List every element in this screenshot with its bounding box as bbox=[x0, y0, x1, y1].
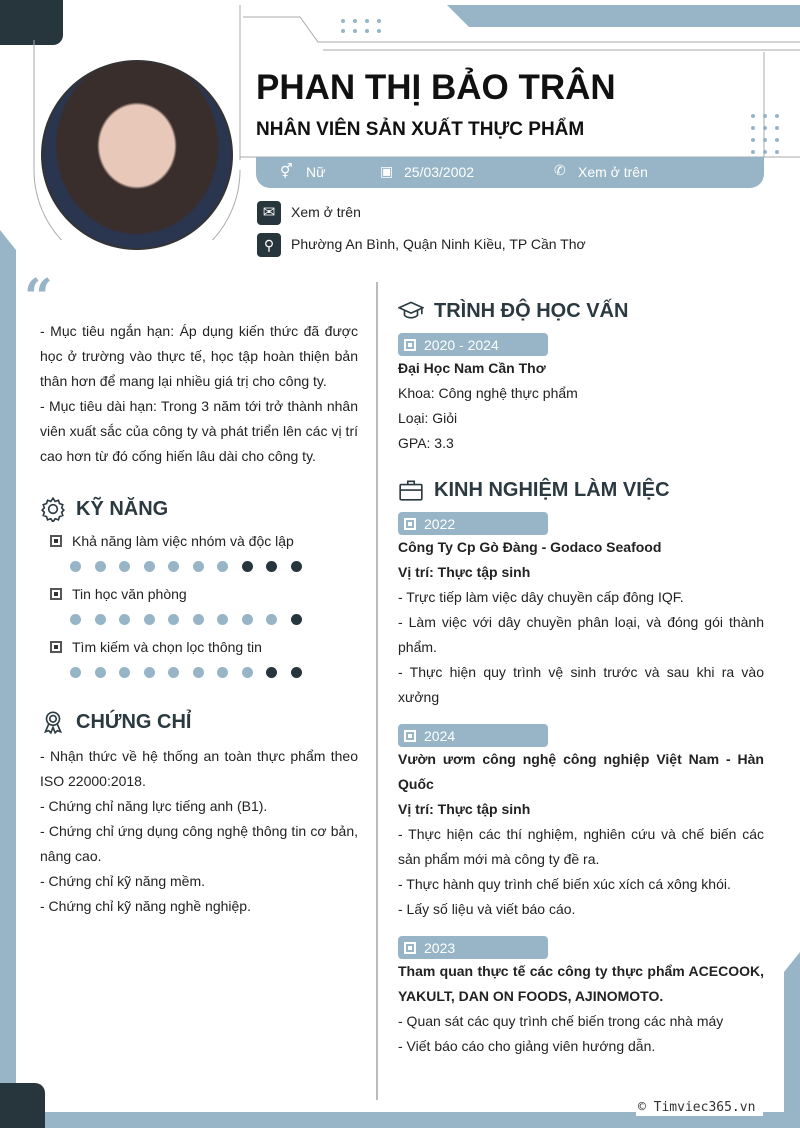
skills-title: KỸ NĂNG bbox=[76, 497, 169, 520]
skill-item bbox=[50, 531, 358, 572]
watermark: © Timviec365.vn bbox=[636, 1100, 763, 1116]
company-name: Tham quan thực tế các công ty thực phẩm ACECOOK, YAKULT, DAN ON FOODS, AJINOMOTO. bbox=[398, 963, 764, 1004]
company-name: Vườn ươm công nghệ công nghiệp Việt Nam - Hàn Quốc bbox=[398, 751, 764, 792]
bullet-icon bbox=[404, 339, 416, 351]
skill-dot bbox=[70, 561, 81, 572]
education-heading bbox=[398, 297, 764, 325]
skill-dot bbox=[242, 614, 253, 625]
objective bbox=[40, 319, 358, 469]
skill-item bbox=[50, 584, 358, 625]
bullet-icon bbox=[50, 641, 62, 653]
certificate-item: - Chứng chỉ ứng dụng công nghệ thông tin cơ bản, nâng cao. bbox=[40, 823, 358, 864]
skill-dot bbox=[193, 667, 204, 678]
duty: - Lấy số liệu và viết báo cáo. bbox=[398, 901, 576, 917]
experience-item bbox=[398, 535, 764, 710]
award-icon bbox=[40, 709, 66, 735]
objective-line: - Mục tiêu dài hạn: Trong 3 năm tới trở thành nhân viên xuất sắc của công ty và phát triển lên các vị trí cao hơn từ đó cống hiến lâu dài cho công ty. bbox=[40, 398, 358, 464]
skill-dot bbox=[217, 667, 228, 678]
left-column bbox=[40, 319, 358, 919]
skill-dot bbox=[217, 561, 228, 572]
experience-heading bbox=[398, 476, 764, 504]
certificate-item: - Chứng chỉ kỹ năng nghề nghiệp. bbox=[40, 898, 251, 914]
skill-label: Khả năng làm việc nhóm và độc lập bbox=[72, 533, 294, 549]
position: Vị trí: Thực tập sinh bbox=[398, 801, 531, 817]
skill-dot bbox=[95, 614, 106, 625]
skill-dot bbox=[291, 561, 302, 572]
education-details bbox=[398, 356, 764, 456]
skill-dot bbox=[193, 614, 204, 625]
skill-dot bbox=[144, 561, 155, 572]
skill-dot bbox=[217, 614, 228, 625]
candidate-name: PHAN THỊ BẢO TRÂN bbox=[256, 68, 616, 107]
certificate-item: - Chứng chỉ năng lực tiếng anh (B1). bbox=[40, 798, 268, 814]
email: Xem ở trên bbox=[291, 204, 361, 220]
gear-icon bbox=[40, 496, 66, 522]
calendar-icon: ▣ bbox=[380, 163, 394, 179]
bullet-icon bbox=[404, 518, 416, 530]
phone: Xem ở trên bbox=[578, 164, 648, 180]
company-name: Công Ty Cp Gò Đàng - Godaco Seafood bbox=[398, 539, 662, 555]
right-column bbox=[398, 297, 764, 1059]
certificate-item: - Nhận thức về hệ thống an toàn thực phẩm theo ISO 22000:2018. bbox=[40, 748, 358, 789]
education-title: TRÌNH ĐỘ HỌC VẤN bbox=[434, 299, 629, 322]
experience-title: KINH NGHIỆM LÀM VIỆC bbox=[434, 478, 670, 501]
phone-icon: ✆ bbox=[554, 162, 566, 178]
certificates-heading bbox=[40, 708, 358, 736]
skill-dot bbox=[70, 667, 81, 678]
year-text: 2022 bbox=[424, 515, 456, 532]
skill-dot bbox=[266, 614, 277, 625]
avatar bbox=[41, 60, 233, 250]
duty: - Trực tiếp làm việc dây chuyền cấp đông IQF. bbox=[398, 589, 684, 605]
position: Vị trí: Thực tập sinh bbox=[398, 564, 531, 580]
education-line: Khoa: Công nghệ thực phẩm bbox=[398, 385, 578, 401]
certificates-title: CHỨNG CHỈ bbox=[76, 710, 192, 733]
duty: - Viết báo cáo cho giảng viên hướng dẫn. bbox=[398, 1038, 656, 1054]
info-bar bbox=[256, 157, 764, 188]
experience-year bbox=[398, 724, 548, 747]
skill-dot bbox=[242, 667, 253, 678]
skills-heading bbox=[40, 495, 358, 523]
skill-dot bbox=[291, 614, 302, 625]
skill-dot bbox=[242, 561, 253, 572]
skill-rating bbox=[70, 667, 358, 678]
skill-dot bbox=[95, 667, 106, 678]
location-icon: ⚲ bbox=[257, 233, 281, 257]
birthday: 25/03/2002 bbox=[404, 164, 475, 180]
skill-dot bbox=[168, 561, 179, 572]
skill-dot bbox=[266, 667, 277, 678]
skill-dot bbox=[119, 614, 130, 625]
skill-dot bbox=[144, 614, 155, 625]
dots-decoration bbox=[337, 14, 387, 34]
skill-rating bbox=[70, 614, 358, 625]
gender: Nữ bbox=[306, 164, 326, 180]
experience-item bbox=[398, 747, 764, 922]
duty: - Thực hiện các thí nghiệm, nghiên cứu và chế biến các sản phẩm mới mà công ty đề ra. bbox=[398, 826, 764, 867]
skill-label: Tin học văn phòng bbox=[72, 586, 187, 602]
experience-item bbox=[398, 959, 764, 1059]
job-title: NHÂN VIÊN SẢN XUẤT THỰC PHẨM bbox=[256, 119, 585, 140]
bullet-icon bbox=[404, 942, 416, 954]
briefcase-icon bbox=[398, 477, 424, 503]
address: Phường An Bình, Quận Ninh Kiều, TP Cần Thơ bbox=[291, 236, 586, 252]
dots-decoration bbox=[747, 108, 797, 156]
column-divider bbox=[376, 282, 378, 1100]
graduation-cap-icon bbox=[398, 298, 424, 324]
objective-line: - Mục tiêu ngắn hạn: Áp dụng kiến thức đã được học ở trường vào thực tế, học tập hoàn thiện bản thân hơn để mang lại nhiều giá trị cho công ty. bbox=[40, 323, 358, 389]
certificate-item: - Chứng chỉ kỹ năng mềm. bbox=[40, 873, 205, 889]
bullet-icon bbox=[50, 588, 62, 600]
period-text: 2020 - 2024 bbox=[424, 336, 499, 353]
left-strip bbox=[0, 230, 16, 1128]
skill-dot bbox=[70, 614, 81, 625]
skill-dot bbox=[266, 561, 277, 572]
skill-dot bbox=[95, 561, 106, 572]
duty: - Làm việc với dây chuyền phân loại, và đóng gói thành phẩm. bbox=[398, 614, 764, 655]
education-line: GPA: 3.3 bbox=[398, 435, 454, 451]
bullet-icon bbox=[50, 535, 62, 547]
duty: - Quan sát các quy trình chế biến trong các nhà máy bbox=[398, 1013, 724, 1029]
right-strip bbox=[784, 952, 800, 1128]
duty: - Thực hiện quy trình vệ sinh trước và sau khi ra vào xưởng bbox=[398, 664, 764, 705]
skill-dot bbox=[168, 667, 179, 678]
skill-rating bbox=[70, 561, 358, 572]
skill-dot bbox=[119, 561, 130, 572]
school-name: Đại Học Nam Cần Thơ bbox=[398, 360, 546, 376]
gender-icon: ⚥ bbox=[280, 163, 293, 179]
skill-dot bbox=[291, 667, 302, 678]
skill-dot bbox=[119, 667, 130, 678]
skill-dot bbox=[168, 614, 179, 625]
skill-label: Tìm kiếm và chọn lọc thông tin bbox=[72, 639, 262, 655]
skill-item bbox=[50, 637, 358, 678]
quote-icon: “ bbox=[24, 267, 53, 326]
skill-dot bbox=[144, 667, 155, 678]
bullet-icon bbox=[404, 730, 416, 742]
year-text: 2024 bbox=[424, 727, 456, 744]
experience-year bbox=[398, 512, 548, 535]
education-line: Loại: Giỏi bbox=[398, 410, 458, 426]
year-text: 2023 bbox=[424, 939, 456, 956]
skill-dot bbox=[193, 561, 204, 572]
corner-decoration bbox=[0, 1083, 45, 1128]
duty: - Thực hành quy trình chế biến xúc xích cá xông khói. bbox=[398, 876, 731, 892]
experience-year bbox=[398, 936, 548, 959]
education-period bbox=[398, 333, 548, 356]
certificates-list bbox=[40, 744, 358, 919]
email-icon: ✉ bbox=[257, 201, 281, 225]
